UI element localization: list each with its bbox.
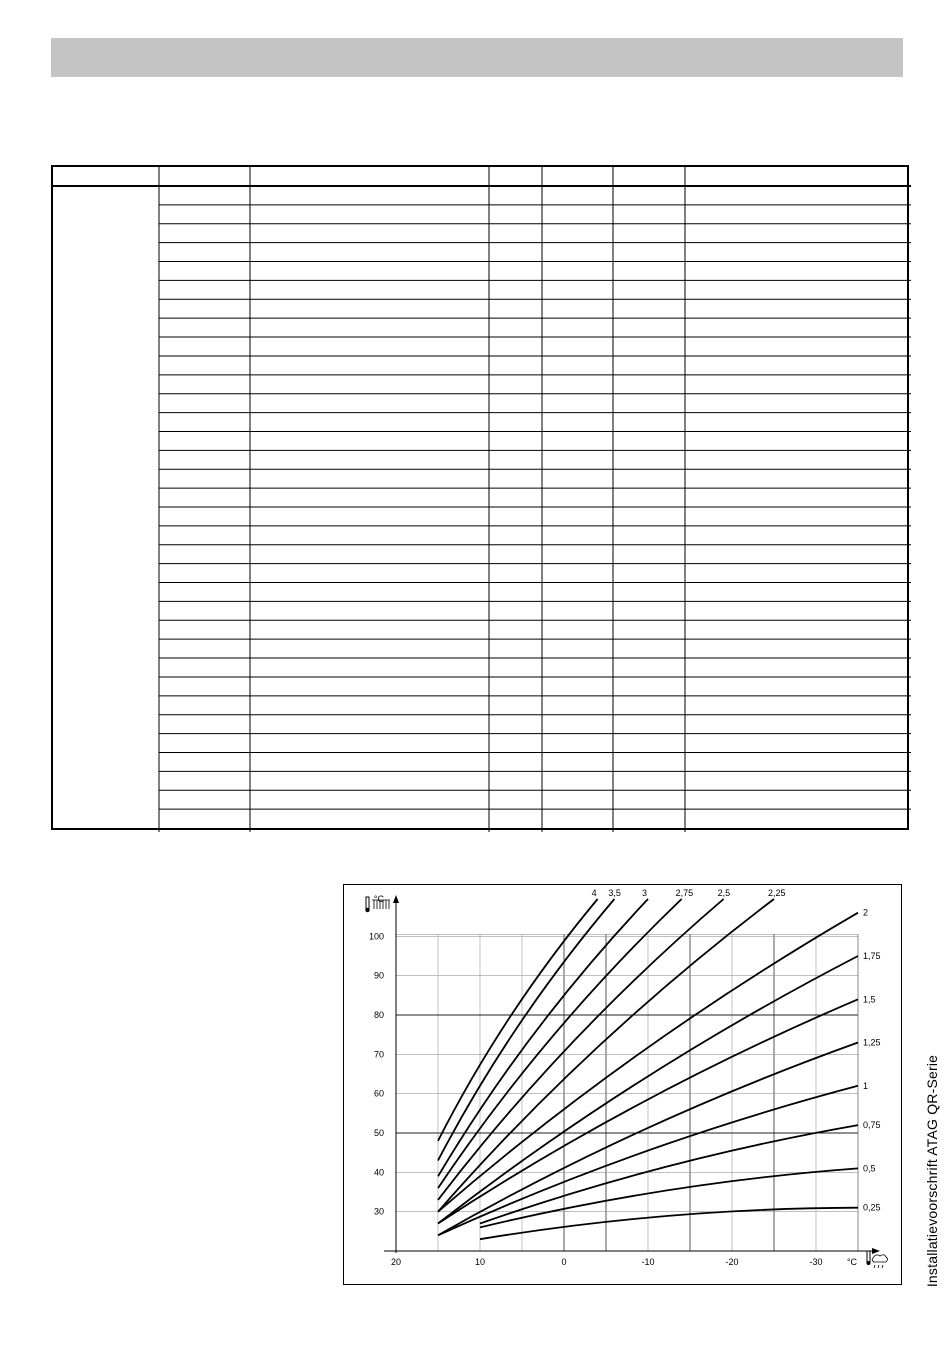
x-tick-label: 10 (474, 1257, 486, 1267)
chart-axes (365, 895, 887, 1268)
y-tick-label: 30 (373, 1206, 384, 1217)
curve-label: 2,25 (768, 888, 786, 898)
chart-svg (344, 885, 903, 1286)
curve-label: 1,75 (863, 951, 881, 961)
curve-line-3-5 (438, 899, 614, 1161)
curve-line-2-5 (438, 899, 724, 1200)
curve-label: 3,5 (608, 888, 621, 898)
curve-label: 1,25 (863, 1037, 881, 1048)
curve-line-3 (438, 899, 648, 1176)
curve-label: 2,75 (675, 888, 694, 898)
outdoor-thermometer-icon (867, 1251, 888, 1268)
header-bar (51, 38, 903, 77)
side-label-text: Installatievoorschrift ATAG QR-Serie (924, 1054, 940, 1288)
x-axis-arrow-icon (872, 1248, 880, 1254)
curve-line-4 (438, 899, 598, 1141)
y-tick-label: 70 (373, 1049, 384, 1060)
curve-label: 1 (863, 1080, 869, 1091)
curve-label: 1,5 (863, 994, 876, 1005)
table-lines (53, 167, 911, 832)
y-tick-label: 100 (368, 931, 384, 942)
curve-label: 4 (591, 888, 597, 898)
parameter-table (51, 165, 909, 830)
table-grid (53, 167, 911, 832)
curve-line-0-5 (480, 1168, 858, 1227)
curve-line-0-25 (480, 1208, 858, 1240)
y-axis-unit: °C (373, 894, 384, 904)
y-tick-label: 40 (373, 1167, 384, 1178)
curve-label: 2 (863, 907, 869, 918)
x-tick-label: -20 (725, 1257, 739, 1267)
heating-curve-chart (343, 884, 902, 1285)
x-tick-label: -30 (809, 1257, 823, 1267)
document-footer-label (922, 1026, 942, 1316)
curve-label: 0,75 (863, 1120, 881, 1131)
curve-label: 0,5 (863, 1163, 876, 1174)
y-tick-label: 80 (373, 1010, 384, 1020)
x-tick-label: 20 (390, 1257, 402, 1267)
curve-label: 0,25 (863, 1202, 881, 1213)
curve-label: 3 (642, 888, 648, 898)
y-tick-label: 90 (373, 970, 384, 981)
curve-label: 2,5 (717, 888, 731, 898)
y-tick-label: 60 (373, 1088, 384, 1099)
x-tick-label: 0 (561, 1257, 567, 1267)
y-tick-label: 50 (373, 1128, 384, 1138)
x-tick-label: -10 (641, 1257, 655, 1267)
y-axis-arrow-icon (393, 895, 399, 903)
curve-line-2-75 (438, 899, 682, 1188)
x-axis-unit: °C (846, 1257, 858, 1267)
